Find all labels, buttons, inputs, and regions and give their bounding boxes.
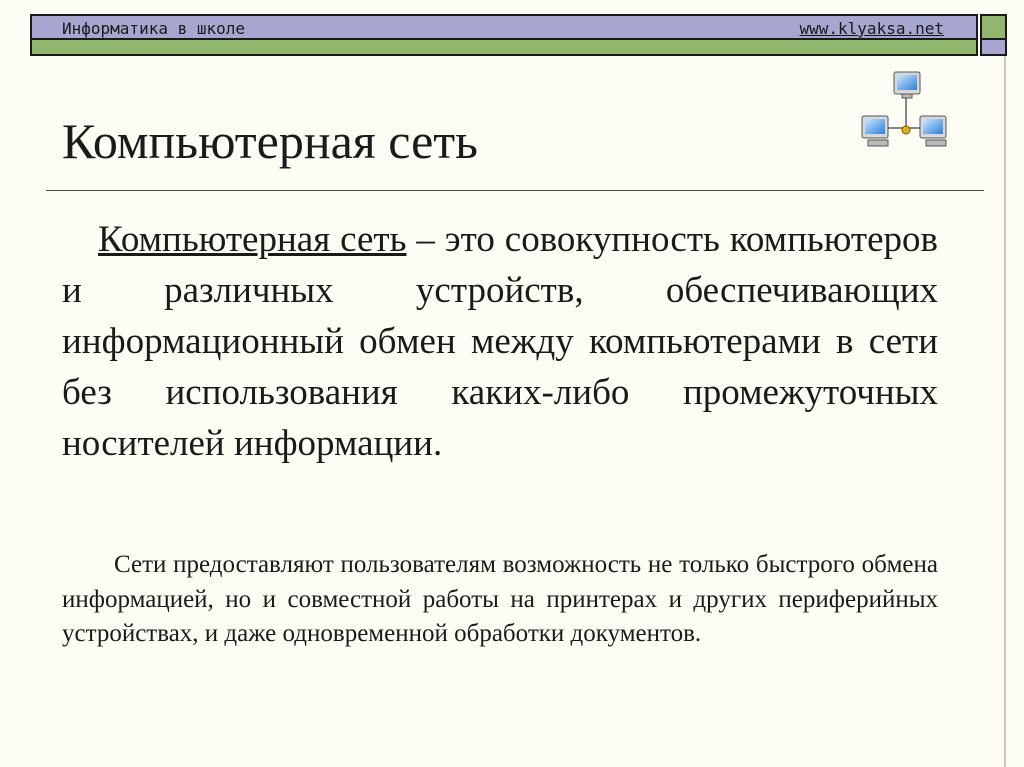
site-name: Информатика в школе bbox=[62, 19, 246, 38]
corner-box-top bbox=[980, 14, 1007, 40]
accent-bar bbox=[30, 40, 978, 56]
networks-paragraph: Сети предоставляют пользователям возможность не только быстрого обмена информацией, но и совместной работы на принтерах и других периферийных устройствах, и даже одновременной обработки документов. bbox=[62, 551, 938, 647]
definition-body: – это совокупность компьютеров и различных устройств, обеспечивающих информационный обмен между компьютерами в сети без использования каких-либо промежуточных носителей информации. bbox=[62, 219, 938, 464]
corner-box-bottom bbox=[980, 40, 1007, 56]
definition-term: Компьютерная сеть bbox=[98, 219, 407, 260]
title-divider bbox=[46, 190, 984, 191]
network-computers-icon bbox=[856, 68, 952, 164]
right-border-line bbox=[1004, 56, 1006, 767]
slide-title: Компьютерная сеть bbox=[62, 113, 478, 169]
header-bar bbox=[30, 14, 978, 40]
definition-paragraph bbox=[62, 214, 938, 469]
site-url-link[interactable]: www.klyaksa.net bbox=[799, 19, 944, 38]
